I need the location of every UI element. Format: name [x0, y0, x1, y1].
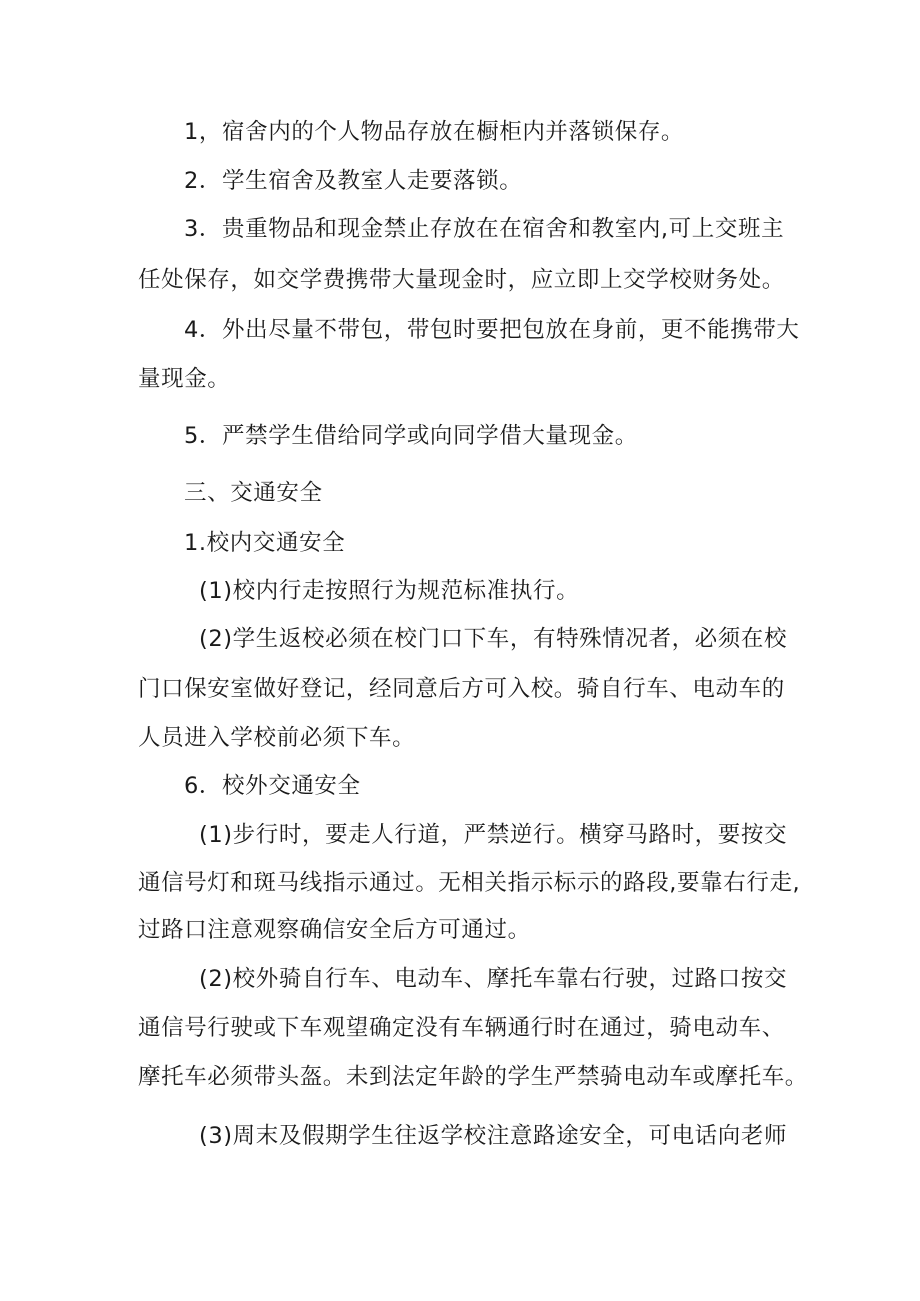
- item-4-line-1: 4．外出尽量不带包，带包时要把包放在身前，更不能携带大: [184, 317, 800, 343]
- section-heading-traffic: 三、交通安全: [184, 480, 323, 506]
- item-1-text: 1，宿舍内的个人物品存放在橱柜内并落锁保存。: [184, 119, 685, 145]
- offcampus-item-2-line-2: 通信号行驶或下车观望确定没有车辆通行时在通过，骑电动车、: [138, 1015, 785, 1041]
- subheading-offcampus-traffic: 6．校外交通安全: [184, 773, 361, 799]
- campus-item-2-line-1: (2)学生返校必须在校门口下车，有特殊情况者，必须在校: [199, 626, 788, 652]
- campus-item-2-line-3: 人员进入学校前必须下车。: [138, 725, 416, 751]
- item-2-text: 2．学生宿舍及教室人走要落锁。: [184, 168, 523, 194]
- offcampus-item-2-line-3: 摩托车必须带头盔。未到法定年龄的学生严禁骑电动车或摩托车。: [138, 1064, 808, 1090]
- subheading-campus-traffic: 1.校内交通安全: [184, 530, 346, 556]
- item-4-line-2: 量现金。: [138, 366, 231, 392]
- offcampus-item-1-line-3: 过路口注意观察确信安全后方可通过。: [138, 917, 531, 943]
- item-3-line-2: 任处保存，如交学费携带大量现金时，应立即上交学校财务处。: [138, 267, 785, 293]
- offcampus-item-1-line-1: (1)步行时，要走人行道，严禁逆行。横穿马路时，要按交: [199, 822, 788, 848]
- item-3-line-1: 3．贵重物品和现金禁止存放在在宿舍和教室内,可上交班主: [184, 216, 785, 242]
- offcampus-item-2-line-1: (2)校外骑自行车、电动车、摩托车靠右行驶，过路口按交: [199, 966, 788, 992]
- item-5-text: 5．严禁学生借给同学或向同学借大量现金。: [184, 423, 638, 449]
- offcampus-item-1-line-2: 通信号灯和斑马线指示通过。无相关指示标示的路段,要靠右行走,: [138, 870, 801, 896]
- campus-item-2-line-2: 门口保安室做好登记，经同意后方可入校。骑自行车、电动车的: [138, 676, 785, 702]
- campus-item-1: (1)校内行走按照行为规范标准执行。: [199, 578, 580, 604]
- offcampus-item-3-line-1: (3)周末及假期学生往返学校注意路途安全，可电话向老师: [199, 1123, 788, 1149]
